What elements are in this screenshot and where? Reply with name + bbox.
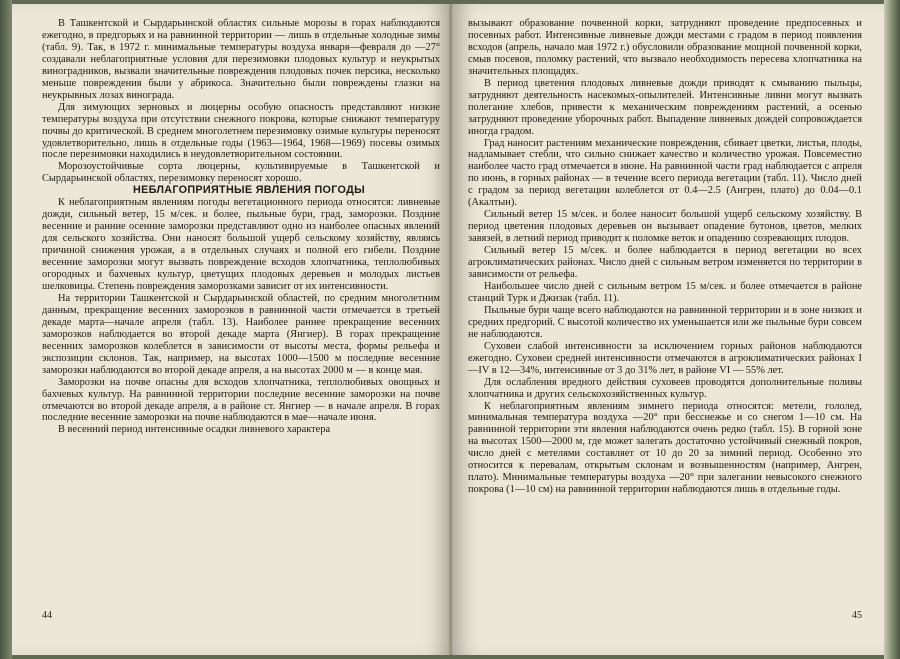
page-number: 44 [42, 610, 52, 621]
paragraph: Наибольшее число дней с сильным ветром 15 м/сек. и более отмечается в районе станций Турк и Джизак (табл. 11). [468, 280, 862, 304]
page-number: 45 [852, 610, 862, 621]
paragraph: Сильный ветер 15 м/сек. и более наблюдается в период вегетации во всех агроклиматических районах. Число дней с сильным ветром изменяется по территории в зависимости от рельефа. [468, 245, 862, 281]
left-page-text [42, 18, 440, 436]
paragraph: Град наносит растениям механические повреждения, сбивает цветки, листья, плоды, надламывает стебли, что сильно снижает качество и количество урожая. Повсеместно наиболее часто град отмечается в июне. На равнинной части град наблюдается с апреля по июнь, в горных районах — в течение всего периода вегетации (табл. 11). Число дней с градом за период вегетации колеблется от 0.4—2.5 (Ангрен, плато) до 0.04—0.1 (Акалтын). [468, 137, 862, 209]
paragraph: Морозоустойчивые сорта люцерны, культивируемые в Ташкентской и Сырдарьинской областях, перезимовку переносят хорошо. [42, 161, 440, 185]
book-edge-left [0, 0, 12, 659]
paragraph: Для ослабления вредного действия суховеев проводятся дополнительные поливы хлопчатника и других сельскохозяйственных культур. [468, 376, 862, 400]
left-page [12, 4, 450, 655]
paragraph: К неблагоприятным явлениям погоды вегетационного периода относятся: ливневые дожди, сильный ветер, 15 м/сек. и более, пыльные бури, град, заморозки. Поздние весенние и ранние осенние заморозки представляют одно из наиболее опасных явлений для сельского хозяйства. Они наносят большой ущерб сельскому хозяйству, являясь причиной снижения урожая, а в отдельных случаях и полной его гибели. Поздние весенние заморозки могут вызвать повреждение всходов хлопчатника, теплолюбивых огородных и бахчевых культур, цветущих плодовых деревьев и молодых листьев шелковицы. Степень повреждения заморозками зависит от их интенсивности. [42, 197, 440, 292]
paragraph: На территории Ташкентской и Сырдарьинской областей, по средним многолетним данным, прекращение весенних заморозков в равнинной части отмечается в третьей декаде марта—начале апреля (табл. 13). Наиболее раннее прекращение весенних заморозков наблюдается во второй декаде марта (Янгиер). В горах прекращение весенних заморозков колеблется в зависимости от высоты места, формы рельефа и экспозиции склонов. Так, например, на высотах 1000—1500 м последние весенние заморозки наблюдаются во второй декаде апреля, а на высотах 2000 м — в конце мая. [42, 292, 440, 376]
paragraph: В весенний период интенсивные осадки ливневого характера [58, 424, 331, 436]
section-heading: НЕБЛАГОПРИЯТНЫЕ ЯВЛЕНИЯ ПОГОДЫ [133, 184, 365, 197]
paragraph: Пыльные бури чаще всего наблюдаются на равнинной территории и в зоне низких и средних предгорий. С высотой количество их уменьшается или же пыльные бури совсем не наблюдаются. [468, 304, 862, 340]
paragraph: Суховеи слабой интенсивности за исключением горных районов наблюдаются ежегодно. Суховеи средней интенсивности отмечаются в агроклиматических районах I—IV в 12—34%, интенсивные от 3 до 31% лет, в районе VI — 55% лет. [468, 340, 862, 376]
right-page [452, 4, 884, 655]
book-edge-right [884, 0, 900, 659]
paragraph: В Ташкентской и Сырдарьинской областях сильные морозы в горах наблюдаются ежегодно, в предгорьях и на равнинной территории — лишь в отдельные холодные зимы (табл. 9). Так, в 1972 г. минимальные температуры воздуха января—февраля до —27° создавали неблагоприятные условия для перезимовки плодовых культур и неукрытых виноградников, вызвали значительные повреждения плодовых почек персика, несколько меньше повреждения были у абрикоса. Значительно были повреждены глазки на неукрывных лозах винограда. [42, 18, 440, 101]
paragraph: В период цветения плодовых ливневые дожди приводят к смыванию пыльцы, затрудняют деятельность насекомых-опылителей. Интенсивные ливни могут вызвать полегание хлебов, привести к механическим повреждениям растений, а осенью затрудняют проведение уборочных работ. Выпадение ливневых дождей сопровождается иногда градом. [468, 77, 862, 137]
paragraph: Сильный ветер 15 м/сек. и более наносит большой ущерб сельскому хозяйству. В период цветения плодовых деревьев он вызывает опадение бутонов, цветов, мелких завязей, в летний период приводит к поломке веток и опадению созревающих плодов. [468, 209, 862, 245]
paragraph: К неблагоприятным явлениям зимнего периода относятся: метели, гололед, минимальная температура воздуха —20° при бесснежье и со снегом 1—10 см. На равнинной территории эти явления наблюдаются очень редко (табл. 15). В горной зоне на высотах 1500—2000 м, где может залегать достаточно устойчивый снежный покров, число дней с метелями составляет от 10 до 20 за зимний период. Особенно это относится к перевалам, открытым склонам и возвышенностям (например, Ангрен, плато). Минимальные температуры воздуха —20° при залегании невысокого снежного покрова (1—10 см) на равнинной территории наблюдаются лишь в отдельные годы. [468, 400, 862, 496]
right-page-text [468, 18, 862, 496]
paragraph: Заморозки на почве опасны для всходов хлопчатника, теплолюбивых овощных и бахчевых культур. На равнинной территории последние весенние заморозки на почве отмечаются во второй декаде апреля, а в районе ст. Янгиер — в начале апреля. В горах последние весенние заморозки на почве наблюдаются в мае—начале июня. [42, 376, 440, 424]
paragraph: Для зимующих зерновых и люцерны особую опасность представляют низкие температуры воздуха при отсутствии снежного покрова, которые снижают температуру почвы до критической. В среднем многолетнем перезимовку озимые культуры переносят удовлетворительно, лишь в отдельные годы (1963—1964, 1968—1969) посевы озимых после перезимовки находились в неудовлетворительном состоянии. [42, 101, 440, 161]
paragraph: вызывают образование почвенной корки, затрудняют проведение предпосевных и посевных работ. Интенсивные ливневые дожди местами с градом в период появления всходов (апрель, начало мая 1972 г.) обусловили образование мощной почвенной корки, смыв посевов, поломку растений, что вызвало необходимость пересева хлопчатника на значительных площадях. [468, 18, 862, 77]
